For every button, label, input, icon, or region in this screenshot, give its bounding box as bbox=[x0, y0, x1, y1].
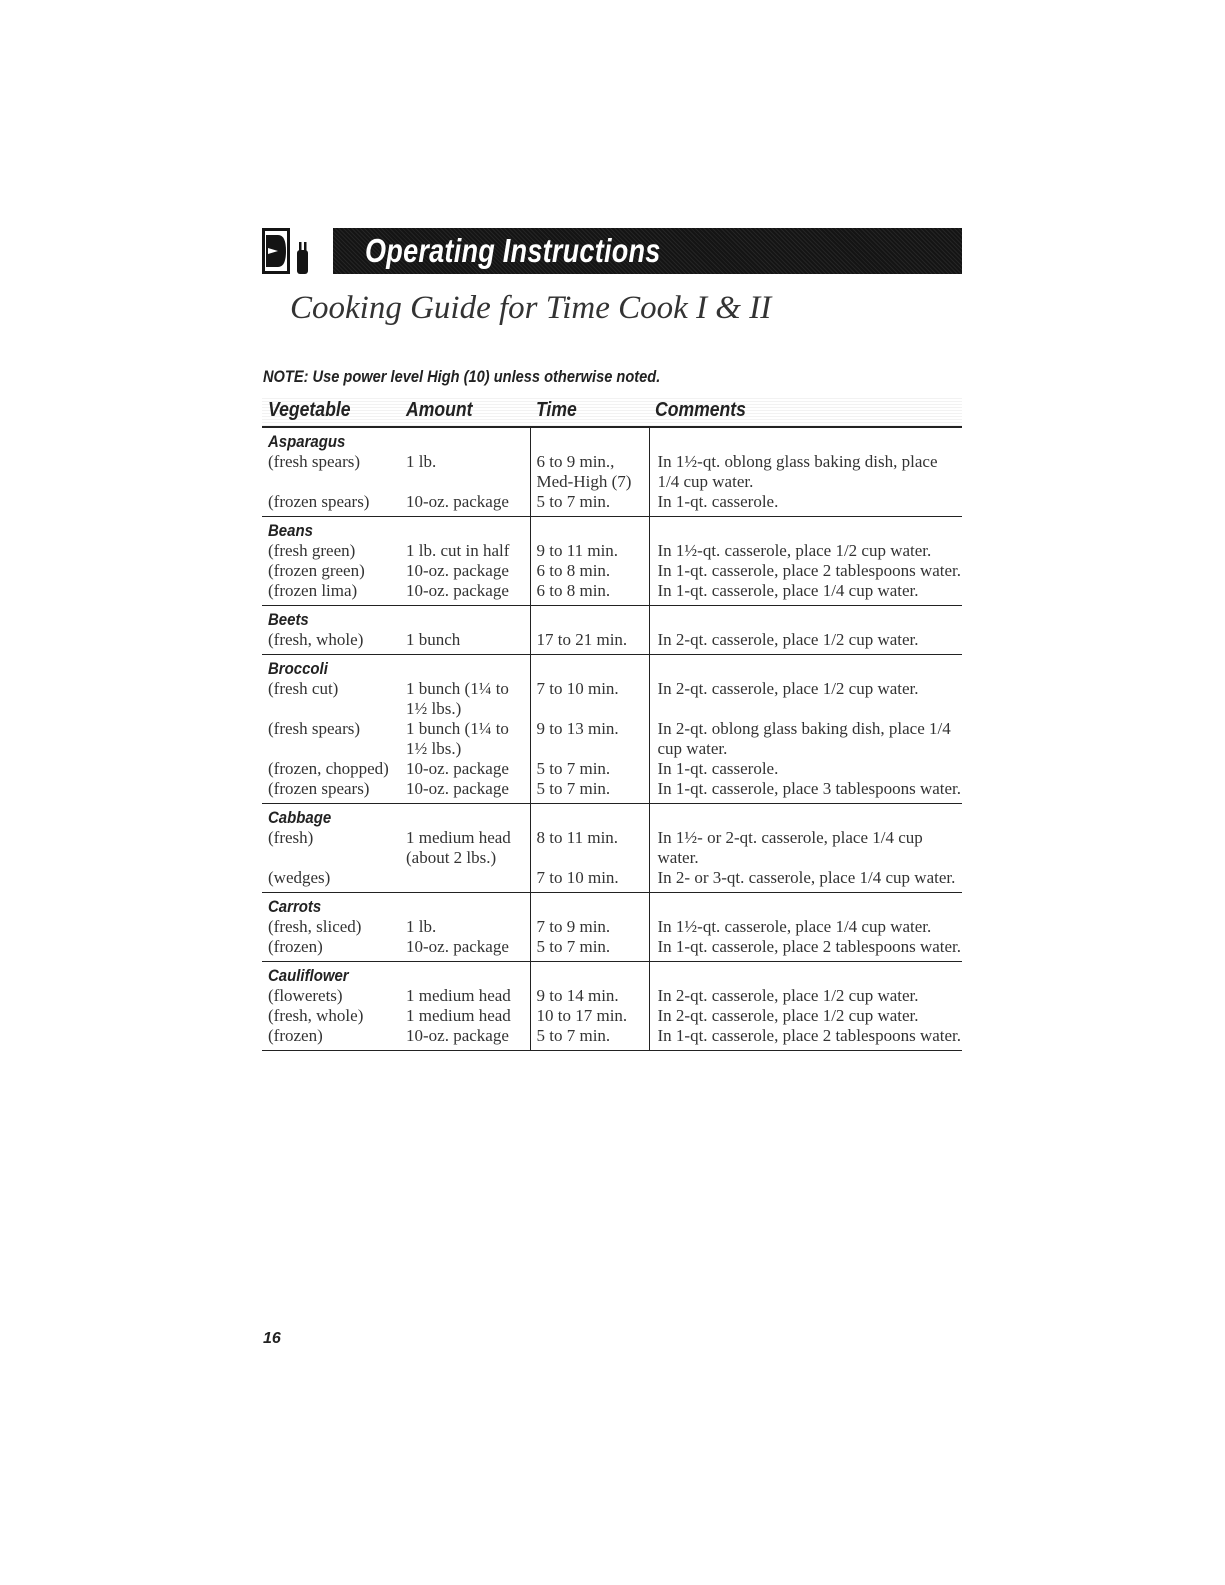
amount-cell: 1 bunch (1¼ to 1½ lbs.) bbox=[406, 719, 509, 758]
table-row bbox=[262, 492, 962, 517]
amount-cell: 10-oz. package bbox=[406, 561, 509, 580]
category-spacer bbox=[649, 655, 962, 680]
time-cell: 9 to 11 min. bbox=[530, 541, 649, 561]
time-cell: 5 to 7 min. bbox=[530, 492, 649, 517]
amount-cell: 10-oz. package bbox=[400, 492, 530, 517]
category-spacer bbox=[649, 606, 962, 631]
category-row bbox=[262, 962, 962, 987]
vegetable-cell: (fresh) bbox=[268, 828, 314, 847]
section-banner bbox=[333, 228, 962, 274]
table-row bbox=[262, 1006, 962, 1026]
category-spacer bbox=[400, 606, 530, 631]
comments-cell: In 1½-qt. oblong glass baking dish, place 1/4 cup water. bbox=[649, 452, 962, 492]
category-name: Beans bbox=[268, 521, 313, 540]
table-row bbox=[262, 828, 962, 868]
vegetable-cell: (fresh green) bbox=[268, 541, 356, 560]
category-name: Asparagus bbox=[268, 432, 346, 451]
comments-cell: In 1-qt. casserole, place 2 tablespoons water. bbox=[649, 1026, 962, 1051]
vegetable-cell: (fresh cut) bbox=[268, 679, 339, 698]
table-row bbox=[262, 779, 962, 804]
category-row bbox=[262, 606, 962, 631]
comments-cell: In 2-qt. casserole, place 1/2 cup water. bbox=[649, 679, 962, 719]
amount-cell: 10-oz. package bbox=[400, 581, 530, 606]
category-name: Cabbage bbox=[268, 808, 332, 827]
power-plug-icon bbox=[262, 228, 312, 274]
table-row bbox=[262, 581, 962, 606]
cooking-guide-table bbox=[262, 397, 962, 1051]
amount-cell: 1 lb. bbox=[406, 917, 437, 936]
time-cell: 9 to 13 min. bbox=[530, 719, 649, 759]
table-row bbox=[262, 759, 962, 779]
category-spacer bbox=[649, 893, 962, 918]
time-cell: 7 to 9 min. bbox=[530, 917, 649, 937]
category-spacer bbox=[530, 962, 649, 987]
comments-cell: In 2-qt. casserole, place 1/2 cup water. bbox=[649, 1006, 962, 1026]
amount-cell: 1 lb. cut in half bbox=[406, 541, 510, 560]
comments-cell: In 2- or 3-qt. casserole, place 1/4 cup water. bbox=[649, 868, 962, 893]
table-row bbox=[262, 937, 962, 962]
category-spacer bbox=[530, 655, 649, 680]
time-cell: 10 to 17 min. bbox=[530, 1006, 649, 1026]
table-row bbox=[262, 986, 962, 1006]
category-spacer bbox=[400, 962, 530, 987]
comments-cell: In 2-qt. casserole, place 1/2 cup water. bbox=[649, 986, 962, 1006]
table-header-row bbox=[262, 397, 962, 427]
page-number: 16 bbox=[263, 1330, 281, 1347]
category-spacer bbox=[649, 804, 962, 829]
comments-cell: In 1-qt. casserole, place 2 tablespoons water. bbox=[649, 561, 962, 581]
category-name: Carrots bbox=[268, 897, 322, 916]
table-row bbox=[262, 868, 962, 893]
category-spacer bbox=[649, 517, 962, 542]
category-spacer bbox=[649, 427, 962, 452]
category-name: Cauliflower bbox=[268, 966, 349, 985]
category-spacer bbox=[400, 655, 530, 680]
table-row bbox=[262, 561, 962, 581]
amount-cell: 1 medium head bbox=[406, 1006, 511, 1025]
comments-cell: In 1-qt. casserole. bbox=[649, 759, 962, 779]
vegetable-cell: (frozen spears) bbox=[262, 492, 400, 517]
table-row bbox=[262, 1026, 962, 1051]
category-row bbox=[262, 427, 962, 452]
time-cell: 8 to 11 min. bbox=[530, 828, 649, 868]
vegetable-cell: (frozen) bbox=[262, 937, 400, 962]
comments-cell: In 2-qt. oblong glass baking dish, place 1/4 cup water. bbox=[649, 719, 962, 759]
category-row bbox=[262, 804, 962, 829]
amount-cell: 1 lb. bbox=[406, 452, 437, 471]
amount-cell: 1 medium head (about 2 lbs.) bbox=[406, 828, 511, 867]
vegetable-cell: (wedges) bbox=[262, 868, 400, 893]
amount-cell: 10-oz. package bbox=[400, 779, 530, 804]
comments-cell: In 1½-qt. casserole, place 1/2 cup water. bbox=[649, 541, 962, 561]
vegetable-cell: (fresh spears) bbox=[268, 452, 361, 471]
time-cell: 5 to 7 min. bbox=[530, 779, 649, 804]
vegetable-cell: (frozen lima) bbox=[262, 581, 400, 606]
header-amount: Amount bbox=[400, 397, 530, 427]
amount-cell bbox=[400, 868, 530, 893]
comments-cell: In 1-qt. casserole. bbox=[649, 492, 962, 517]
time-cell: 5 to 7 min. bbox=[530, 937, 649, 962]
category-spacer bbox=[530, 517, 649, 542]
table-row bbox=[262, 541, 962, 561]
power-level-note: NOTE: Use power level High (10) unless otherwise noted. bbox=[263, 367, 661, 386]
vegetable-cell: (frozen green) bbox=[268, 561, 365, 580]
category-spacer bbox=[649, 962, 962, 987]
banner-title: Operating Instructions bbox=[365, 232, 661, 269]
header-time: Time bbox=[530, 397, 649, 427]
vegetable-cell: (fresh, whole) bbox=[268, 1006, 364, 1025]
table-row bbox=[262, 917, 962, 937]
category-row bbox=[262, 517, 962, 542]
vegetable-cell: (fresh, whole) bbox=[262, 630, 400, 655]
page-subtitle: Cooking Guide for Time Cook I & II bbox=[290, 290, 772, 326]
table-row bbox=[262, 719, 962, 759]
table-row bbox=[262, 679, 962, 719]
vegetable-cell: (frozen) bbox=[262, 1026, 400, 1051]
category-row bbox=[262, 893, 962, 918]
amount-cell: 1 medium head bbox=[406, 986, 511, 1005]
comments-cell: In 1-qt. casserole, place 3 tablespoons water. bbox=[649, 779, 962, 804]
time-cell: 7 to 10 min. bbox=[530, 868, 649, 893]
time-cell: 5 to 7 min. bbox=[530, 1026, 649, 1051]
header-vegetable: Vegetable bbox=[262, 397, 400, 427]
amount-cell: 10-oz. package bbox=[400, 937, 530, 962]
category-spacer bbox=[530, 893, 649, 918]
category-name: Broccoli bbox=[268, 659, 328, 678]
comments-cell: In 2-qt. casserole, place 1/2 cup water. bbox=[649, 630, 962, 655]
category-spacer bbox=[530, 804, 649, 829]
time-cell: 6 to 8 min. bbox=[530, 561, 649, 581]
time-cell: 17 to 21 min. bbox=[530, 630, 649, 655]
time-cell: 5 to 7 min. bbox=[530, 759, 649, 779]
amount-cell: 10-oz. package bbox=[400, 1026, 530, 1051]
category-spacer bbox=[530, 427, 649, 452]
vegetable-cell: (frozen spears) bbox=[262, 779, 400, 804]
amount-cell: 10-oz. package bbox=[406, 759, 509, 778]
category-name: Beets bbox=[268, 610, 309, 629]
vegetable-cell: (fresh, sliced) bbox=[268, 917, 362, 936]
time-cell: 6 to 9 min., Med-High (7) bbox=[530, 452, 649, 492]
category-spacer bbox=[400, 517, 530, 542]
category-spacer bbox=[530, 606, 649, 631]
category-row bbox=[262, 655, 962, 680]
amount-cell: 1 bunch (1¼ to 1½ lbs.) bbox=[406, 679, 509, 718]
category-spacer bbox=[400, 893, 530, 918]
comments-cell: In 1½- or 2-qt. casserole, place 1/4 cup water. bbox=[649, 828, 962, 868]
time-cell: 7 to 10 min. bbox=[530, 679, 649, 719]
table-row bbox=[262, 452, 962, 492]
category-spacer bbox=[400, 427, 530, 452]
time-cell: 6 to 8 min. bbox=[530, 581, 649, 606]
header-comments: Comments bbox=[649, 397, 962, 427]
category-spacer bbox=[400, 804, 530, 829]
vegetable-cell: (flowerets) bbox=[268, 986, 343, 1005]
vegetable-cell: (frozen, chopped) bbox=[268, 759, 389, 778]
amount-cell: 1 bunch bbox=[400, 630, 530, 655]
comments-cell: In 1-qt. casserole, place 1/4 cup water. bbox=[649, 581, 962, 606]
time-cell: 9 to 14 min. bbox=[530, 986, 649, 1006]
table-row bbox=[262, 630, 962, 655]
comments-cell: In 1½-qt. casserole, place 1/4 cup water. bbox=[649, 917, 962, 937]
vegetable-cell: (fresh spears) bbox=[268, 719, 361, 738]
comments-cell: In 1-qt. casserole, place 2 tablespoons water. bbox=[649, 937, 962, 962]
